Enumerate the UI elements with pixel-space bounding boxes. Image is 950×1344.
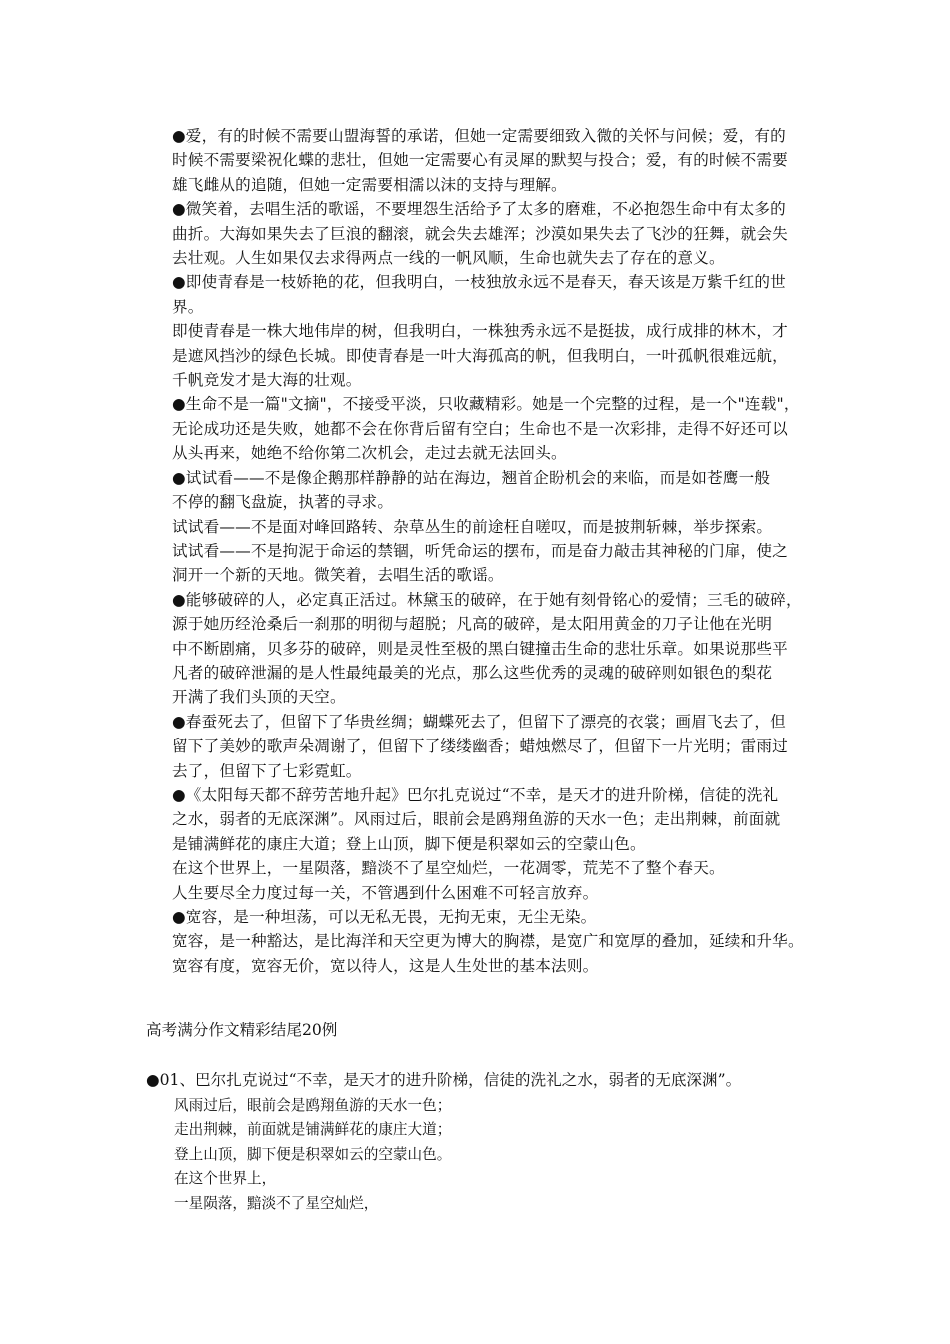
text-line: 去了，但留下了七彩霓虹。 [172, 761, 362, 780]
text-line: ●《太阳每天都不辞劳苦地升起》巴尔扎克说过“不幸，是天才的进升阶梯，信徒的洗礼 [172, 785, 779, 804]
example-lines [174, 1094, 451, 1216]
text-line: 时候不需要梁祝化蝶的悲壮，但她一定需要心有灵犀的默契与投合；爱，有的时候不需要 [172, 151, 788, 170]
text-line: 中不断剧痛，贝多芬的破碎，则是灵性至极的黑白键撞击生命的悲壮乐章。如果说那些平 [172, 639, 788, 658]
paragraph-sun [172, 783, 820, 856]
example-line: 走出荆棘，前面就是铺满鲜花的康庄大道； [174, 1121, 452, 1139]
text-line: 即使青春是一株大地伟岸的树，但我明白，一株独秀永远不是挺拔，成行成排的林木，才 [172, 322, 788, 341]
text-line: 开满了我们头顶的天空。 [172, 688, 346, 707]
paragraph-smile [172, 197, 820, 270]
text-line: 留下了美妙的歌声朵凋谢了，但留下了缕缕幽香；蜡烛燃尽了，但留下一片光明；雷雨过 [172, 737, 788, 756]
text-line: ●即使青春是一枝娇艳的花，但我明白，一枝独放永远不是春天，春天该是万紫千红的世 [172, 273, 786, 292]
text-line: ●爱，有的时候不需要山盟海誓的承诺，但她一定需要细致入微的关怀与问候；爱，有的 [172, 127, 786, 145]
paragraph-try-path [172, 515, 820, 539]
example-line: 在这个世界上， [174, 1170, 277, 1188]
text-line: 之水，弱者的无底深渊”。风雨过后，眼前会是鸥翔鱼游的天水一色；走出荆棘，前面就 [172, 810, 781, 829]
text-line: 曲折。大海如果失去了巨浪的翻滚，就会失去雄浑；沙漠如果失去了飞沙的狂舞，就会失 [172, 224, 788, 243]
paragraph-tolerance-3 [172, 954, 820, 978]
text-line: ●能够破碎的人，必定真正活过。林黛玉的破碎，在于她有刻骨铭心的爱情；三毛的破碎， [172, 590, 802, 609]
text-line: 源于她历经沧桑后一刹那的明彻与超脱；凡高的破碎，是太阳用黄金的刀子让他在光明 [172, 615, 773, 634]
text-line: ●试试看——不是像企鹅那样静静的站在海边，翘首企盼机会的来临，而是如苍鹰一般 [172, 468, 771, 487]
text-line: ●宽容，是一种坦荡，可以无私无畏，无拘无束，无尘无染。 [172, 908, 597, 926]
text-line: 从头再来，她绝不给你第二次机会，走过去就无法回头。 [172, 444, 567, 463]
text-line: 去壮观。人生如果仅去求得两点一线的一帆风顺，生命也就失去了存在的意义。 [172, 249, 725, 268]
example-line: 风雨过后，眼前会是鸥翔鱼游的天水一色； [174, 1097, 452, 1114]
text-line: 不停的翻飞盘旋，执著的寻求。 [172, 493, 394, 512]
text-line: 无论成功还是失败，她都不会在你背后留有空白；生命也不是一次彩排，走得不好还可以 [172, 419, 788, 438]
text-line: 试试看——不是面对峰回路转、杂草丛生的前途枉自嗟叹，而是披荆斩棘，举步探索。 [172, 517, 773, 536]
paragraph-world [172, 856, 820, 880]
text-line: 在这个世界上，一星陨落，黯淡不了星空灿烂，一花凋零，荒芜不了整个春天。 [172, 859, 725, 878]
text-line: ●生命不是一篇"文摘"，不接受平淡，只收藏精彩。她是一个完整的过程，是一个"连载"， [172, 395, 800, 414]
paragraph-youth-tree [172, 319, 820, 392]
paragraph-tolerance-2 [172, 929, 820, 953]
paragraph-try-penguin [172, 466, 820, 515]
paragraph-life [172, 392, 820, 465]
text-line: ●春蚕死去了，但留下了华贵丝绸；蝴蝶死去了，但留下了漂亮的衣裳；画眉飞去了，但 [172, 712, 786, 731]
text-line: 试试看——不是拘泥于命运的禁锢，听凭命运的摆布，而是奋力敲击其神秘的门扉，使之 [172, 541, 788, 560]
example-intro: ●01、巴尔扎克说过“不幸，是天才的进升阶梯，信徒的洗礼之水，弱者的无底深渊”。 [146, 1071, 742, 1089]
text-line: 千帆竞发才是大海的壮观。 [172, 371, 362, 390]
paragraph-youth-flower [172, 270, 820, 319]
paragraph-broken [172, 588, 820, 710]
paragraph-tolerance-1 [172, 905, 820, 929]
text-line: 雄飞雌从的追随，但她一定需要相濡以沫的支持与理解。 [172, 175, 567, 194]
section-title: 高考满分作文精彩结尾20例 [146, 1021, 338, 1039]
paragraph-effort [172, 881, 820, 905]
text-line: 宽容有度，宽容无价，宽以待人，这是人生处世的基本法则。 [172, 956, 599, 975]
text-line: 是遮风挡沙的绿色长城。即使青春是一叶大海孤高的帆，但我明白，一叶孤帆很难远航， [172, 346, 788, 365]
essay-excerpts [172, 124, 820, 978]
text-line: ●微笑着，去唱生活的歌谣，不要埋怨生活给予了太多的磨难，不必抱怨生命中有太多的 [172, 200, 786, 219]
text-line: 界。 [172, 297, 204, 316]
text-line: 是铺满鲜花的康庄大道；登上山顶，脚下便是积翠如云的空蒙山色。 [172, 834, 646, 853]
text-line: 洞开一个新的天地。微笑着，去唱生活的歌谣。 [172, 566, 504, 585]
text-line: 宽容，是一种豁达，是比海洋和天空更为博大的胸襟，是宽广和宽厚的叠加，延续和升华。 [172, 932, 804, 951]
paragraph-silkworm [172, 710, 820, 783]
example-line: 登上山顶，脚下便是积翠如云的空蒙山色。 [174, 1145, 452, 1163]
text-line: 人生要尽全力度过每一关，不管遇到什么困难不可轻言放弃。 [172, 883, 599, 902]
text-line: 凡者的破碎泄漏的是人性最纯最美的光点，那么这些优秀的灵魂的破碎则如银色的梨花 [172, 663, 773, 682]
example-line: 一星陨落，黯淡不了星空灿烂， [174, 1194, 379, 1212]
paragraph-try-fate [172, 539, 820, 588]
paragraph-love [172, 124, 820, 197]
